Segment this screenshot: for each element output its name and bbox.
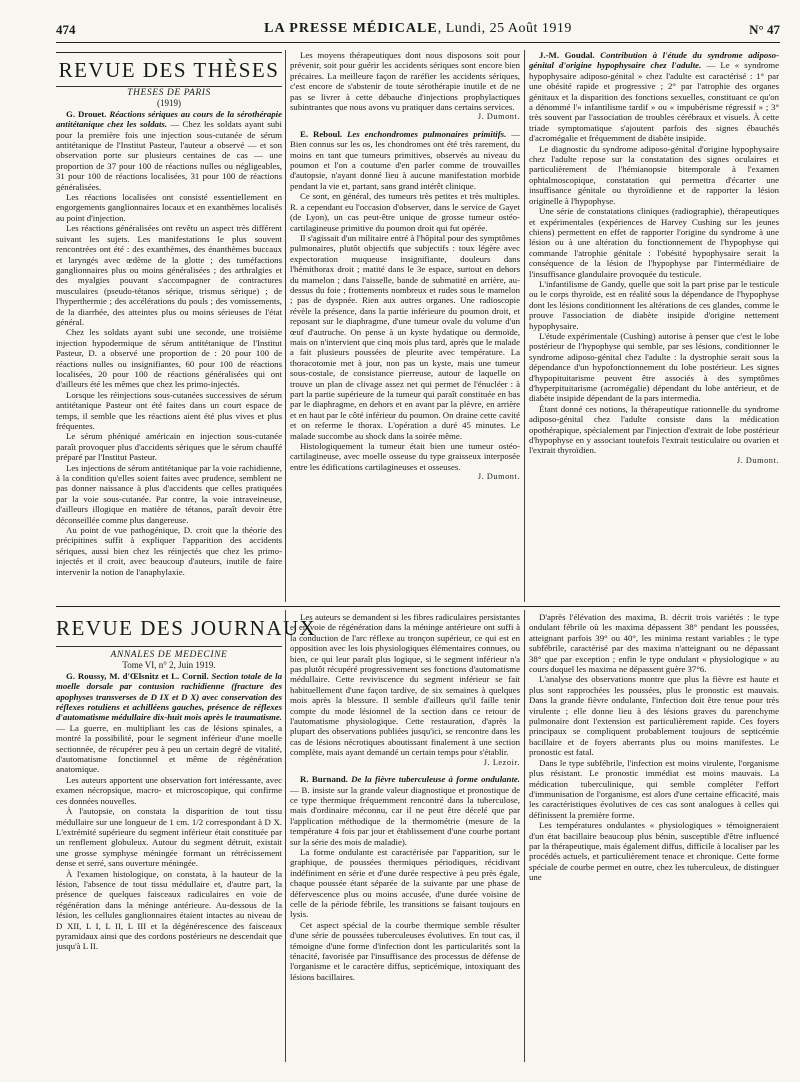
signature: J. Lezoir. — [483, 757, 520, 767]
section-divider — [56, 606, 780, 607]
article-reboul — [290, 129, 520, 191]
journal-subtitle: ANNALES DE MÉDECINE — [110, 650, 228, 660]
column-separator — [524, 50, 525, 602]
paragraph: Chez les soldats ayant subi une seconde, une troisième injection hypodermique de sérum antitétanique de l'Institut Pasteur, D. a observé une proportion de : 20 pour 100 de réactions nulles ou insignifiantes, 60 pour 100 de réactions localisées, 20 pour 100 de réactions généralisées qui ont d'ailleurs été les mêmes que chez les primo-injectés. — [56, 327, 282, 390]
article-author: G. Roussy, M. d'Œlsnitz et L. Cornil. — [66, 670, 209, 681]
journaux-column-3 — [529, 612, 779, 1062]
article-author: G. Drouet. — [66, 108, 107, 119]
article-author: R. Burnand. — [300, 774, 348, 785]
paragraph: Ce sont, en général, des tumeurs très petites et très multiples. R. a cependant eu l'occasion d'observer, dans le service de Gayet (de Lyon), un cas peut-être unique de grosse tumeur ostéo-cartilagineuse primitive du poumon droit qui fut opérée. — [290, 191, 520, 233]
paragraph: Histologiquement la tumeur était bien une tumeur ostéo-cartilagineuse, avec moelle osseuse du type graisseux interposée entre les édifications cartilagineuses et osseuses. — [290, 441, 520, 472]
journal-name: LA PRESSE MÉDICALE — [264, 21, 438, 36]
paragraph: L'étude expérimentale (Cushing) autorise à penser que c'est le lobe postérieur de l'hypophyse qui semble, par ses lésions, conditionner le syndrome adiposo-génital chez l'adulte : la dystrophie serait sous la dépendance d'un hypofonctionnement du lobe postérieur. Les signes d'hypopituitarisme peuvent être associés à des symptômes d'hyperpituitarisme (acromégalie) dépendant du lobe antérieur, et de diabète insipide dépendant de la pars intermedia. — [529, 330, 779, 404]
journaux-column-1 — [56, 650, 282, 1062]
theses-subtitle: THÈSES DE PARIS — [127, 88, 211, 98]
theses-column-3 — [529, 50, 779, 602]
article-drouet — [56, 109, 282, 192]
signature: J. Dumont. — [736, 455, 779, 465]
journaux-column-2 — [290, 612, 520, 1062]
issue-date: , Lundi, 25 Août 1919 — [437, 21, 572, 36]
signature: J. Dumont. — [477, 472, 520, 482]
paragraph: Les moyens thérapeutiques dont nous disposons soit pour prévenir, soit pour guérir les accidents sériques sont encore bien précaires. La meilleure façon de raréfier les accidents sériques, c'est encore de s'abstenir de toute sérothérapie inutile et de ne pas se livrer à cette débauche d'injections prophylactiques subintrantes que nous avons vu pratiquer dans certains services. — [290, 50, 520, 113]
article-roussy — [56, 671, 282, 775]
column-separator — [524, 610, 525, 1062]
paragraph: La forme ondulante est caractérisée par l'apparition, sur le graphique, de poussées thermiques périodiques, récidivant indéfiniment en série et d'une durée respective à peu près égale, chaque poussée étant séparée de la suivante par une phase de défervescence plus ou moins accusée, d'une durée voisine de celle de la période fébrile, les transitions se faisant toujours en lysis. — [290, 846, 520, 920]
article-title: Section totale de la moelle dorsale par contusion rachidienne (fracture des apophyses transverses de D IX et D X) avec conservation des réflexes rotuliens et achilléens gauches, présence de réflexes d'automatisme médullaire dix-huit mois après le traumatisme. — [56, 670, 282, 723]
paragraph: — Chez les soldats ayant subi pour la première fois une injection sous-cutanée de sérum antitétanique de l'Institut Pasteur, l'auteur a observé — et son observation porte sur plusieurs centaines de cas — une proportion de 37 pour 100 de réactions nulles ou négligeables, 31 pour 100 de réactions localisées, 31 pour 100 de réactions généralisées. — [56, 119, 282, 192]
article-title: Réactions sériques au cours de la sérothérapie antitétanique chez les soldats. — [56, 108, 282, 130]
paragraph: L'analyse des observations montre que plus la fièvre est haute et plus sont rapprochées les poussées, plus le pronostic est mauvais. Dans la grande fièvre ondulante, l'infection doit être tenue pour très virulente ; elle donne lieu à des lésions graves du parenchyme pulmonaire dont l'extension est particulièrement rapide. Ces foyers principaux se compliquent probablement toujours de septicémie bacillaire et de foyers aberrants plus ou moins manifestes. Le pronostic est fatal. — [529, 674, 779, 758]
theses-column-2 — [290, 50, 520, 602]
paragraph: Les températures ondulantes « physiologiques » témoigneraient d'un état bacillaire beaucoup plus bénin, susceptible d'être influencé par la thérapeutique, mais également diffus, difficile à localiser par les procédés actuels, et particulièrement tenace et chronique. Cette forme spéciale de courbe permet en outre, chez les tuberculeux, de distinguer une — [529, 820, 779, 883]
paragraph: Cet aspect spécial de la courbe thermique semble résulter d'une série de poussées tuberculeuses évolutives. En tout cas, il témoigne d'une forme d'infection dont les particularités sont la ténacité, favorisée par l'insuffisance des processus de défense de l'organisme et le caractère diffus, septicémique, intoxiquant des lésions bacillaires. — [290, 919, 520, 982]
column-separator — [285, 610, 286, 1062]
paragraph: Lorsque les réinjections sous-cutanées successives de sérum antitétanique Pasteur ont été faites dans un court espace de temps, il semble que les réactions aient été plus vives et plus fréquentes. — [56, 389, 282, 431]
paragraph: Les auteurs se demandent si les fibres radiculaires persistantes et en voie de régénération dans la méninge antérieure ont suffi à la conduction de l'arc réflexe au tronçon supérieur, ce qui est en opposition avec les lois physiologiques élémentaires connues, ou bien, ce qui leur paraît plus logique, si le segment inférieur n'a pas plutôt récupéré progressivement ses fonctions d'automatisme médullaire. Cette reviviscence du segment inférieur se fait habituellement d'une façon tardive, de six semaines à quelques mois après la blessure. Il semble d'ailleurs qu'il faille tenir compte du mode lésionnel de la section dans ce retour de l'automatisme physiologique. Cette restauration, d'après la plupart des observations publiées jusqu'ici, se rencontre dans les cas de lésions nécrotiques aboutissant finalement à une section complète, mais ayant demandé un certain temps pour s'établir. — [290, 612, 520, 758]
paragraph: Au point de vue pathogénique, D. croit que la théorie des précipitines suffit à expliquer l'apparition des accidents sériques, aussi bien chez les réinjectés que chez les primo-injectés et il croit, avec beaucoup d'auteurs, inutile de faire intervenir la notion de l'anaphylaxie. — [56, 525, 282, 577]
paragraph: Il s'agissait d'un militaire entré à l'hôpital pour des symptômes pulmonaires, plutôt objectifs que subjectifs : toux légère avec expectoration muqueuse insignifiante, douleurs dans l'hémithorax droit ; matité dans le 3e espace, surtout en dehors du mamelon ; dans l'aisselle, bande de submatité en arrière, au-dessus du foie ; frottements nombreux et rudes sous le mamelon ; pas de dyspnée. Rien aux autres organes. Une radioscopie révèle la présence, dans la partie inférieure du poumon droit, et reposant sur le diaphragme, d'une tumeur ovale du volume d'un œuf d'autruche. On pense à un kyste hydatique ou dermoïde, mais on n'intervient que cinq mois plus tard, après que le malade a fait plusieurs poussées de pleurite avec température. La thoracotomie met à jour, non pas un kyste, mais une tumeur sous-costale, de consistance pierreuse, autour de laquelle on trouve un plan de clivage assez net qui permet de l'énucléer : à part la partie supérieure de la tumeur qui paraît constituée en bas par le diaphragme, en dehors et en avant par la plèvre, en arrière et en haut par le côté inférieur du poumon. On draine cette cavité et on referme le thorax. L'opération a duré 45 minutes. Le malade succombe au shock dans la soirée même. — [290, 232, 520, 441]
article-title: Les enchondromes pulmonaires primitifs. — [347, 128, 507, 139]
paragraph: D'après l'élévation des maxima, B. décrit trois variétés : le type ondulant fébrile où les maxima dépassent 38° pendant les poussées, atteignant parfois 39° ou 40°, les minima restant variables ; le type subfébrile, caractérisé par des maxima n'atteignant ou ne dépassant 38° que par exception ; enfin le type ondulant « physiologique » au cours duquel les maxima ne dépassent guère 37°6. — [529, 612, 779, 675]
paragraph: Étant donné ces notions, la thérapeutique rationnelle du syndrome adiposo-génital chez l'adulte consiste dans la médication opothérapique, spécialement par l'injection d'extrait de lobe postérieur d'hypophyse en y associant toutefois l'extrait testiculaire ou ovarien et l'extrait thyroïdien. — [529, 403, 779, 456]
journal-header — [56, 21, 780, 37]
section-rule-top — [56, 52, 282, 53]
page-number: 474 — [56, 22, 76, 37]
column-separator — [285, 50, 286, 602]
article-author: E. Reboul. — [300, 128, 343, 139]
section-rule-bottom — [56, 646, 282, 647]
paragraph: — Le « syndrome hypophysaire adiposo-génital » chez l'adulte est caractérisé : 1° par une obésité rapide et progressive ; 2° par l'atrophie des organes génitaux et la disparition des fonctions sexuelles, constituant ce qu'on a dénommé l'« infantilisme tardif » ou « impubérisme régressif » ; 3° très souvent par l'association de troubles cérébraux et visuels. À cette triade symptomatique s'ajoutent parfois des signes ébauchés d'acromégalie et fréquemment de diabète insipide. — [529, 60, 779, 144]
article-title: De la fièvre tuberculeuse à forme ondulante. — [351, 774, 520, 785]
paragraph: — Bien connus sur les os, les chondromes ont été très rarement, du moins en tant que tumeurs primitives, observés au niveau du poumon et l'on a coutume d'en parler comme de trouvailles d'autopsie, n'ayant donné lieu à aucune manifestation morbide pendant la vie et, partant, sans grand intérêt clinique. — [290, 128, 520, 191]
paragraph: Les réactions localisées ont consisté essentiellement en engorgements ganglionnaires locaux et en exanthèmes localisés au point d'injection. — [56, 192, 282, 223]
paragraph: Dans le type subfébrile, l'infection est moins virulente, l'organisme plus résistant. Le pronostic immédiat est moins mauvais. La médication tuberculinique, qui semble compléter l'effort d'immunisation de l'organisme, est alors d'une certaine efficacité, mais les caractéristiques évolutives de ces cas sont analogues à celles qui définissent la première forme. — [529, 757, 779, 820]
paragraph: — B. insiste sur la grande valeur diagnostique et pronostique de ce type thermique fréquemment rencontré dans la tuberculose, mais d'ordinaire méconnu, car il ne peut être décelé que par l'application méthodique de la thermométrie (mesure de la température 4 fois par jour et établissement d'une courbe portant sur la série des mois de maladie). — [290, 784, 520, 847]
theses-year: (1919) — [157, 98, 181, 109]
section-rule-bottom — [56, 86, 282, 87]
paragraph: — La guerre, en multipliant les cas de lésions spinales, a montré la possibilité, pour le segment inférieur d'une moelle sectionnée, de récupérer peu à peu un certain degré de vitalité, d'automatisme fonctionnel et même de régénération anatomique. — [56, 722, 282, 775]
paragraph: Une série de constatations cliniques (radiographie), thérapeutiques et expérimentales (expériences de Harvey Cushing sur les jeunes chiens) permettent en effet de rapporter l'origine du syndrome à une lésion ou à une altération du fonctionnement de l'hypophyse qui commande l'atrophie génitale : l'obésité hypophysaire serait la conséquence de la lésion de l'hypophyse par l'intermédiaire de l'insuffisance glandulaire provoquée du testicule. — [529, 206, 779, 279]
paragraph: À l'autopsie, on constata la disparition de tout tissu médullaire sur une longueur de 1 cm. 1/2 correspondant à D X. L'extrémité supérieure du segment inférieur était constituée par un renflement globuleux. Autour du segment détruit, existait une grosse symphyse méningée formant un rétrécissement dense et serré, sans ouverture méningée. — [56, 806, 282, 869]
paragraph: L'infantilisme de Gandy, quelle que soit la part prise par le testicule ou le corps thyroïde, est en réalité sous la dépendance de l'hypophyse dont les lésions conditionnent les altérations de ces glandes, comme le prouve l'association de diabète insipide d'origine nettement hypophysaire. — [529, 278, 779, 331]
section-title-theses: REVUE DES THÈSES — [58, 58, 280, 82]
paragraph: Le diagnostic du syndrome adiposo-génital d'origine hypophysaire chez l'adulte repose sur la constatation des signes oculaires et particulièrement de l'hémianopsie bitemporale à l'examen ophtalmoscopique, constatation qui permettra d'écarter une insuffisance génitale ou thyroïdienne et de rapporter la lésion originelle à l'hypophyse. — [529, 143, 779, 206]
paragraph: Les auteurs apportent une observation fort intéressante, avec examen nécropsique, macro- et microscopique, qui confirme ces données nouvelles. — [56, 774, 282, 806]
article-burnand — [290, 774, 520, 847]
article-title: Contribution à l'étude du syndrome adiposo-génital d'origine hypophysaire chez l'adulte. — [529, 50, 779, 71]
journal-issue: Tome VI, n° 2, Juin 1919. — [122, 660, 216, 671]
theses-column-1 — [56, 88, 282, 602]
article-author: J.-M. Goudal. — [539, 50, 595, 60]
section-title-journaux: REVUE DES JOURNAUX — [56, 616, 317, 640]
signature: J. Dumont. — [477, 112, 520, 122]
paragraph: Le sérum phéniqué américain en injection sous-cutanée paraît provoquer plus d'accidents sériques que le sérum chauffé préparé par l'Institut Pasteur. — [56, 431, 282, 463]
paragraph: Les injections de sérum antitétanique par la voie rachidienne, à la condition qu'elles soient faites avec prudence, semblent ne pas donner naissance à plus d'accidents que celles pratiquées par la voie sous-cutanée. Par contre, la voie intraveineuse, d'ailleurs illogique en matière de tétanos, paraît devoir être déconseillée comme plus dangereuse. — [56, 462, 282, 525]
issue-number: N° 47 — [749, 22, 780, 37]
running-header — [56, 20, 780, 43]
paragraph: À l'examen histologique, on constata, à la hauteur de la lésion, l'absence de tout tissu médullaire et, d'autre part, la présence de quelques faisceaux radiculaires en voie de régénération dans la méninge antérieure. Au-dessous de la lésion, les cellules ganglionnaires étaient intactes au niveau de D XII, L I, L II, L III et la dégénérescence des faisceaux pyramidaux ainsi que des cordons postérieurs ne descendait que jusqu'à L II. — [56, 868, 282, 952]
article-goudal — [529, 50, 779, 144]
paragraph: Les réactions généralisées ont revêtu un aspect très différent suivant les sujets. Les manifestations le plus souvent rencontrées ont été : des exanthèmes, des énanthèmes buccaux et laryngés avec œdème de la glotte ; des tuméfactions ganglionnaires plus ou moins généralisées ; des arthralgies et des myalgies pouvant s'accompagner de contractures musculaires (pseudo-tétanos sérique, trismus sérique) ; de l'hyperthermie ; des accélérations du pouls ; des vomissements, de la diarrhée, des atteintes plus ou moins sérieuses de l'état général. — [56, 223, 282, 327]
